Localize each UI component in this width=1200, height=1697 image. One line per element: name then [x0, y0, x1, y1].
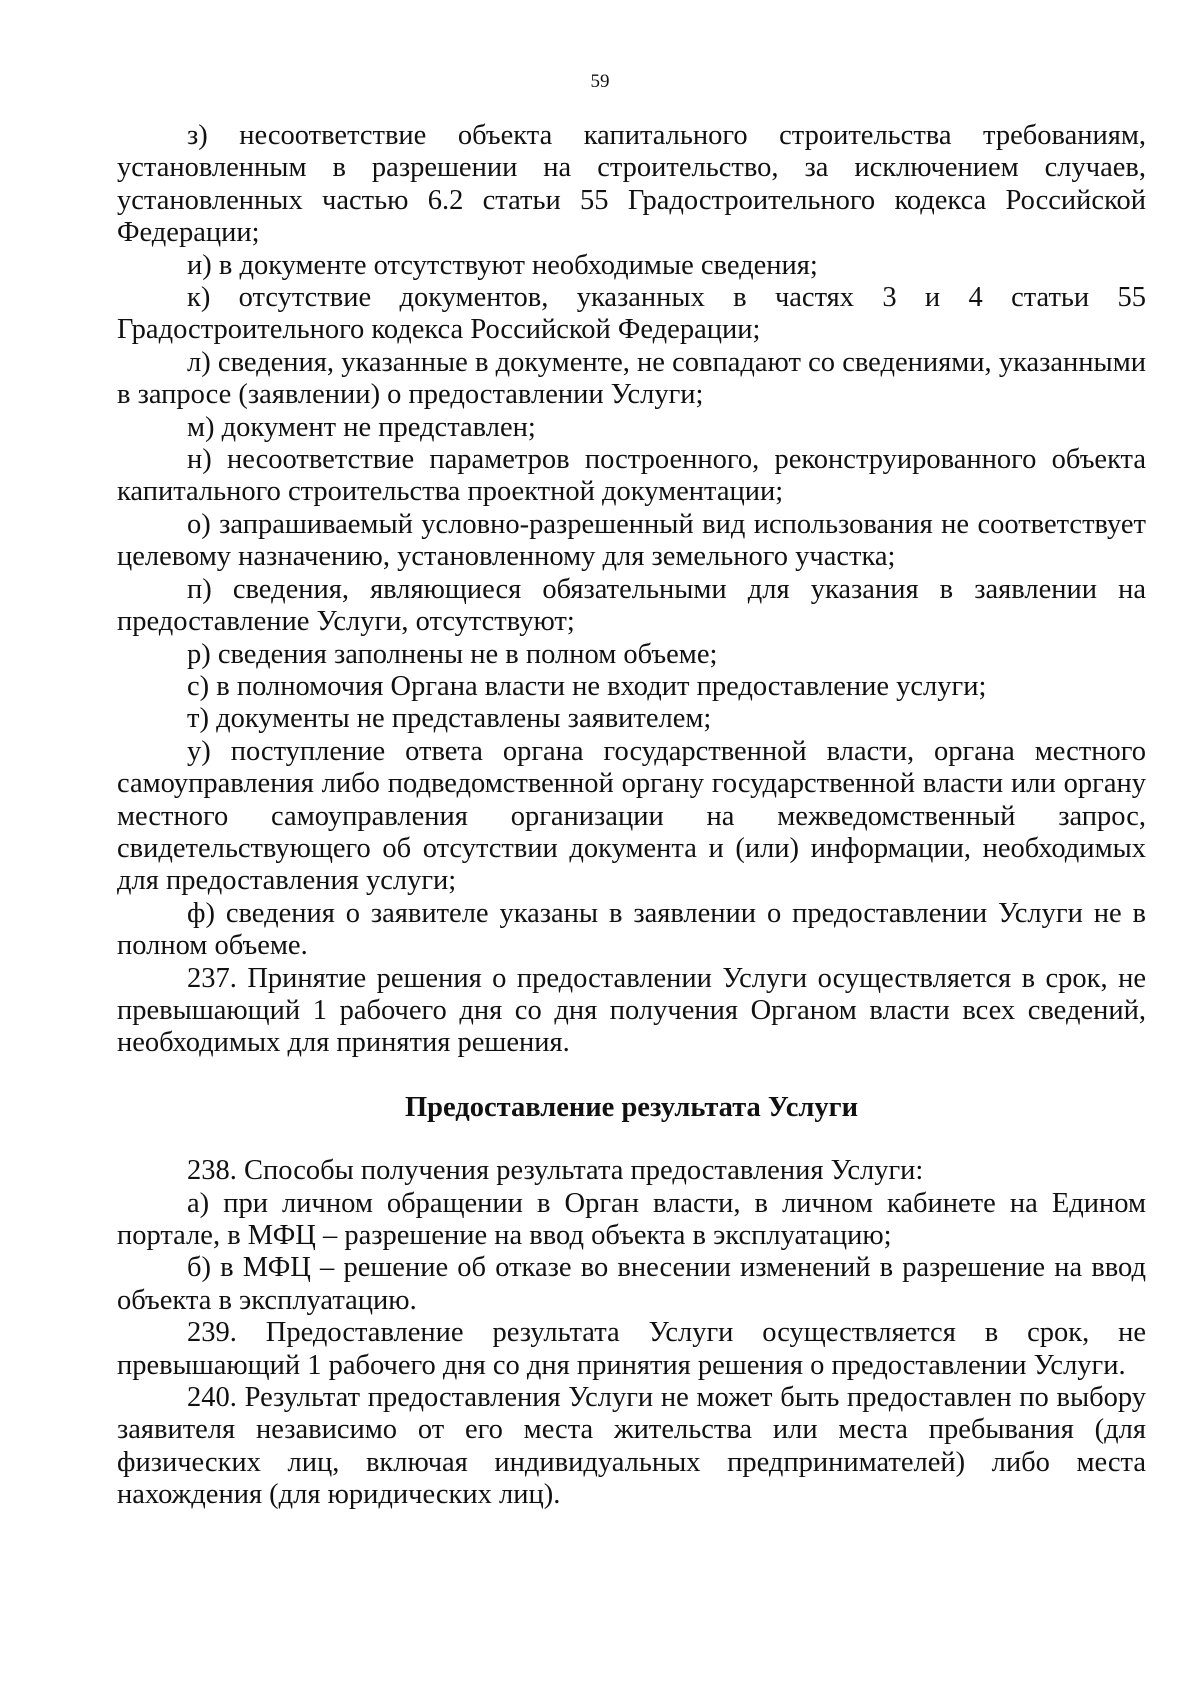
paragraph: к) отсутствие документов, указанных в частях 3 и 4 статьи 55 Градостроительного кодекса Российской Федерации;: [117, 282, 1146, 346]
paragraph: у) поступление ответа органа государственной власти, органа местного самоуправления либо подведомственной органу государственной власти или органу местного самоуправления организации на межведомственный запрос, свидетельствующего об отсутствии документа и (или) информации, необходимых для предоставления услуги;: [117, 735, 1146, 897]
section-heading: Предоставление результата Услуги: [404, 1091, 859, 1123]
paragraph: 237. Принятие решения о предоставлении Услуги осуществляется в срок, не превышающий 1 рабочего дня со дня получения Органом власти всех сведений, необходимых для принятия решения.: [117, 962, 1146, 1059]
paragraph: о) запрашиваемый условно-разрешенный вид использования не соответствует целевому назначению, установленному для земельного участка;: [117, 508, 1146, 573]
paragraph: н) несоответствие параметров построенного, реконструированного объекта капитального строительства проектной документации;: [117, 444, 1146, 508]
paragraph: б) в МФЦ – решение об отказе во внесении изменений в разрешение на ввод объекта в эксплуатацию.: [117, 1252, 1146, 1316]
paragraph: а) при личном обращении в Орган власти, в личном кабинете на Едином портале, в МФЦ – разрешение на ввод объекта в эксплуатацию;: [117, 1187, 1146, 1251]
paragraph: п) сведения, являющиеся обязательными для указания в заявлении на предоставление Услуги, отсутствуют;: [117, 573, 1146, 638]
paragraph: л) сведения, указанные в документе, не совпадают со сведениями, указанными в запросе (заявлении) о предоставлении Услуги;: [117, 346, 1146, 411]
paragraph: с) в полномочия Органа власти не входит предоставление услуги;: [187, 670, 987, 702]
page-number: 59: [590, 71, 610, 92]
document-body: [117, 120, 1146, 1512]
paragraph: 238. Способы получения результата предоставления Услуги:: [187, 1155, 924, 1187]
paragraph: ф) сведения о заявителе указаны в заявлении о предоставлении Услуги не в полном объеме.: [117, 897, 1146, 962]
paragraph: 239. Предоставление результата Услуги осуществляется в срок, не превышающий 1 рабочего дня со дня принятия решения о предоставлении Услуги.: [117, 1317, 1146, 1381]
paragraph: м) документ не представлен;: [187, 411, 536, 443]
paragraph: и) в документе отсутствуют необходимые сведения;: [187, 249, 818, 281]
paragraph: т) документы не представлены заявителем;: [187, 703, 712, 735]
paragraph: з) несоответствие объекта капитального строительства требованиям, установленным в разрешении на строительство, за исключением случаев, установленных частью 6.2 статьи 55 Градостроительного кодекса Российской Федерации;: [117, 120, 1146, 249]
paragraph: 240. Результат предоставления Услуги не может быть предоставлен по выбору заявителя независимо от его места жительства или места пребывания (для физических лиц, включая индивидуальных предпринимателей) либо места нахождения (для юридических лиц).: [117, 1382, 1146, 1511]
paragraph: р) сведения заполнены не в полном объеме;: [187, 638, 718, 670]
